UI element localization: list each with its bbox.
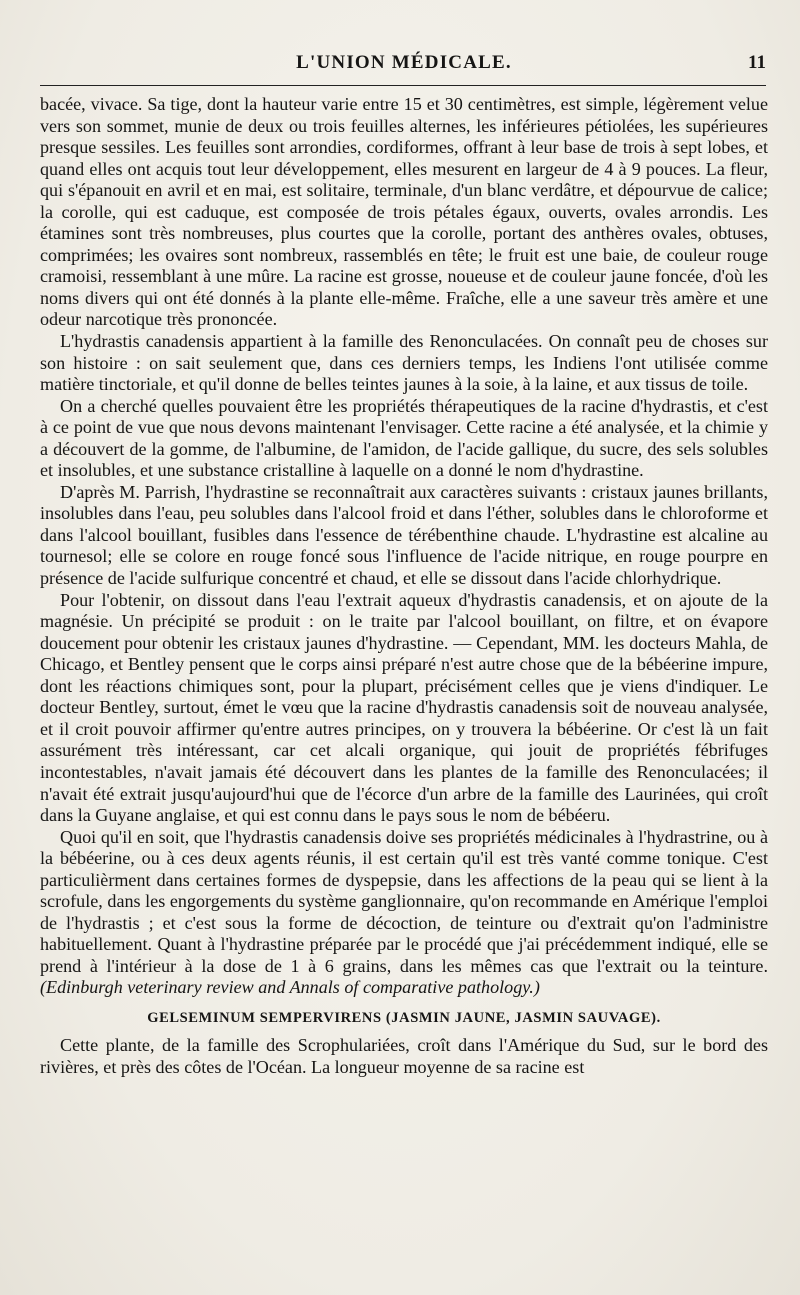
paragraph-gelseminum: Cette plante, de la famille des Scrophulariées, croît dans l'Amérique du Sud, sur le bord des rivières, et près des côtes de l'Océan. La longueur moyenne de sa racine est xyxy=(40,1034,768,1077)
page-number: 11 xyxy=(748,52,766,73)
paragraph-plant-description: bacée, vivace. Sa tige, dont la hauteur varie entre 15 et 30 centimètres, est simple, légèrement velue vers son sommet, munie de deux ou trois feuilles alternes, les inférieures pétiolées, les supérieures presque sessiles. Les feuilles sont arrondies, cordiformes, offrant à leur base de trois à sept lobes, et quand elles ont acquis tout leur développement, elles mesurent en largeur de 4 à 9 pouces. La fleur, qui s'épanouit en avril et en mai, est solitaire, terminale, d'un blanc verdâtre, et dépourvue de calice; la corolle, qui est caduque, est composée de trois pétales égaux, ouverts, ovales arrondis. Les étamines sont très nombreuses, plus courtes que la corolle, portant des anthères ovales, obtuses, comprimées; les ovaires sont nombreux, rassemblés en tête; le fruit est une baie, de couleur rouge cramoisi, ressemblant à une mûre. La racine est grosse, noueuse et de couleur jaune foncée, d'où les noms divers qui ont été donnés à la plante elle-même. Fraîche, elle a une saveur très amère et une odeur narcotique très prononcée. xyxy=(40,94,768,330)
journal-title: L'UNION MÉDICALE. xyxy=(296,52,512,73)
running-head xyxy=(40,52,768,78)
paragraph-parrish: D'après M. Parrish, l'hydrastine se reconnaîtrait aux caractères suivants : cristaux jaunes brillants, insolubles dans l'eau, peu solubles dans l'alcool froid et dans l'éther, solubles dans le chloroforme et dans l'alcool bouillant, fusibles dans l'essence de térébenthine chaude. L'hydrastine est alcaline au tournesol; elle se colore en rouge foncé sous l'influence de l'acide nitrique, en rouge pourpre en présence de l'acide sulfurique concentré et chaud, et elle se dissout dans l'acide chlorhydrique. xyxy=(40,481,768,589)
header-rule xyxy=(40,85,766,86)
citation: (Edinburgh veterinary review and Annals of comparative pathology.) xyxy=(40,977,540,998)
section-title: GELSEMINUM SEMPERVIRENS (JASMIN JAUNE, JASMIN SAUVAGE). xyxy=(147,1009,661,1026)
paragraph-uses-text: Quoi qu'il en soit, que l'hydrastis canadensis doive ses propriétés médicinales à l'hydrastrine, ou à la bébéerine, ou à ces deux agents réunis, il est certain qu'il est très vanté comme tonique. C'est particulièrment dans certaines formes de dyspepsie, dans les affections de la peau qui se lient à la scrofule, dans les engorgements du système ganglionnaire, qu'on recommande en Amérique l'emploi de l'hydrastis ; et c'est sous la forme de décoction, de teinture ou d'extrait qu'on l'administre habituellement. Quant à l'hydrastine préparée par le procédé que j'ai précédemment indiqué, elle se prend à l'intérieur à la dose de 1 à 6 grains, dans les mêmes cas que l'extrait ou la teinture. xyxy=(40,826,768,976)
article-body xyxy=(40,94,768,1078)
paragraph-analysis: On a cherché quelles pouvaient être les propriétés thérapeutiques de la racine d'hydrastis, et c'est à ce point de vue que nous devons maintenant l'envisager. Cette racine a été analysée, et la chimie y a découvert de la gomme, de l'albumine, de l'amidon, de l'acide gallique, du sucre, des sels solubles et insolubles, et une substance cristalline à laquelle on a donné le nom d'hydrastine. xyxy=(40,395,768,481)
paragraph-family-history: L'hydrastis canadensis appartient à la famille des Renonculacées. On connaît peu de choses sur son histoire : on sait seulement que, dans ces derniers temps, les Indiens l'ont utilisée comme matière tinctoriale, et qu'il donne de belles teintes jaunes à la soie, à la laine, et aux tissus de toile. xyxy=(40,331,768,395)
paragraph-uses xyxy=(40,827,768,999)
paragraph-preparation: Pour l'obtenir, on dissout dans l'eau l'extrait aqueux d'hydrastis canadensis, et on ajoute de la magnésie. Un précipité se produit : on le traite par l'alcool bouillant, on filtre, et on évapore doucement pour obtenir les cristaux jaunes d'hydrastine. — Cependant, MM. les docteurs Mahla, de Chicago, et Bentley pensent que le corps ainsi préparé n'est autre chose que de la bébéerine impure, dont les réactions chimiques sont, pour la plupart, précisément celles que je viens d'indiquer. Le docteur Bentley, surtout, émet le vœu que la racine d'hydrastis canadensis soit de nouveau analysée, et il croit pouvoir affirmer qu'entre autres principes, on y trouvera la bébéerine. Or c'est là un fait assurément très intéressant, car cet alcali organique, qui jouit de propriétés fébrifuges incontestables, n'avait jamais été découvert dans les plantes de la famille des Renonculacées; il n'avait été extrait jusqu'aujourd'hui que de l'écorce d'un arbre de la famille des Laurinées, qui croît dans la Guyane anglaise, et qui est connu dans le pays sous le nom de bébéeru. xyxy=(40,589,768,826)
